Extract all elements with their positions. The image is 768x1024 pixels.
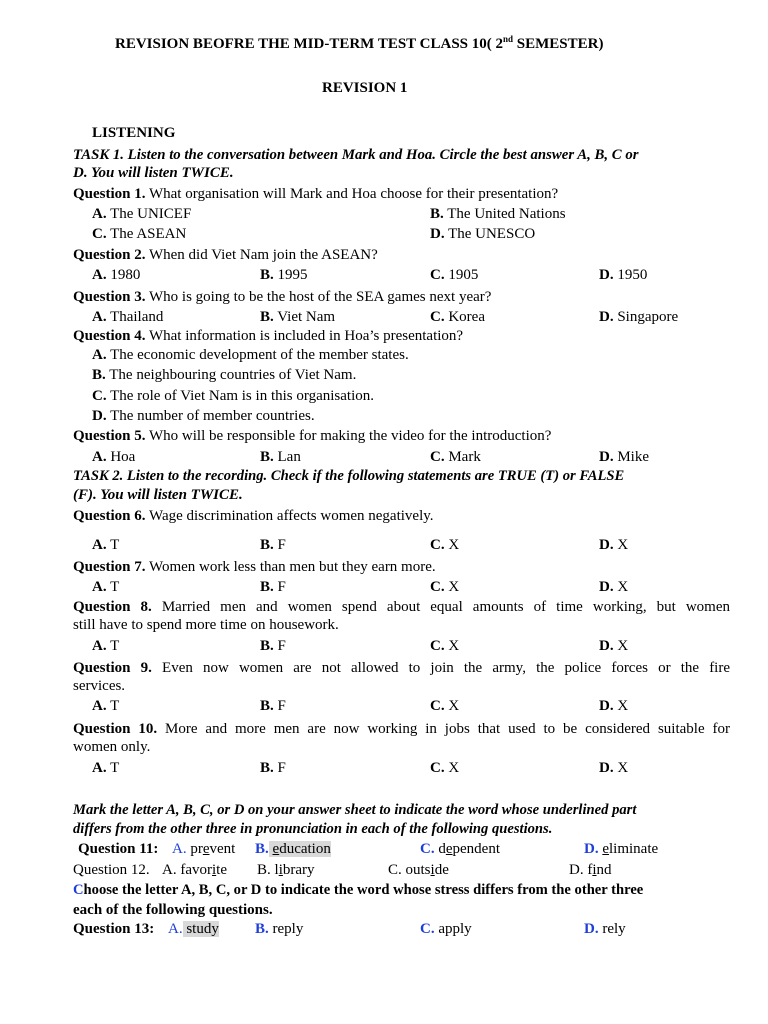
q1-option-a[interactable]: A. The UNICEF: [92, 206, 192, 222]
question-13-label: Question 13:: [73, 921, 155, 937]
q13-option-d[interactable]: D. rely: [584, 921, 626, 937]
q2-option-a[interactable]: A. 1980: [92, 267, 141, 283]
revision-heading: REVISION 1: [322, 80, 408, 96]
question-2: Question 2. When did Viet Nam join the ASEAN?: [73, 247, 378, 263]
question-9-cont: services.: [73, 678, 126, 694]
q6-option-a[interactable]: A. T: [92, 537, 120, 553]
question-1: Question 1. What organisation will Mark and Hoa choose for their presentation?: [73, 186, 559, 202]
q3-option-b[interactable]: B. Viet Nam: [260, 309, 336, 325]
q10-option-b[interactable]: B. F: [260, 760, 286, 776]
q1-option-c[interactable]: C. The ASEAN: [92, 226, 187, 242]
q4-option-c[interactable]: C. The role of Viet Nam is in this organisation.: [92, 388, 374, 404]
q5-option-b[interactable]: B. Lan: [260, 449, 301, 465]
q10-option-a[interactable]: A. T: [92, 760, 120, 776]
q6-option-c[interactable]: C. X: [430, 537, 460, 553]
task1-instruction: TASK 1. Listen to the conversation between Mark and Hoa. Circle the best answer A, B, C or: [73, 147, 639, 163]
stress-instruction-cont: each of the following questions.: [73, 902, 273, 918]
stress-instruction: Choose the letter A, B, C, or D to indicate the word whose stress differs from the other three: [73, 882, 644, 898]
q13-option-b[interactable]: B. reply: [255, 921, 304, 937]
question-8: Question 8. Married men and women spend about equal amounts of time working, but women: [73, 599, 730, 615]
q3-option-a[interactable]: A. Thailand: [92, 309, 164, 325]
q7-option-b[interactable]: B. F: [260, 579, 286, 595]
q10-option-d[interactable]: D. X: [599, 760, 629, 776]
q11-option-b[interactable]: B. education: [255, 841, 331, 857]
q5-option-a[interactable]: A. Hoa: [92, 449, 136, 465]
q12-option-b[interactable]: B. library: [257, 862, 315, 878]
task2-instruction-cont: (F). You will listen TWICE.: [73, 487, 243, 503]
q7-option-c[interactable]: C. X: [430, 579, 460, 595]
q11-option-a[interactable]: A. prevent: [172, 841, 236, 857]
q2-option-b[interactable]: B. 1995: [260, 267, 308, 283]
q2-option-c[interactable]: C. 1905: [430, 267, 479, 283]
q12-option-c[interactable]: C. outside: [388, 862, 449, 878]
question-5: Question 5. Who will be responsible for making the video for the introduction?: [73, 428, 552, 444]
q4-option-a[interactable]: A. The economic development of the member states.: [92, 347, 409, 363]
q10-option-c[interactable]: C. X: [430, 760, 460, 776]
q12-option-a[interactable]: A. favorite: [162, 862, 227, 878]
q8-option-a[interactable]: A. T: [92, 638, 120, 654]
q6-option-b[interactable]: B. F: [260, 537, 286, 553]
task2-instruction: TASK 2. Listen to the recording. Check if the following statements are TRUE (T) or FALSE: [73, 468, 625, 484]
pronunciation-instruction-cont: differs from the other three in pronunciation in each of the following questions.: [73, 821, 553, 837]
question-8-cont: still have to spend more time on housework.: [73, 617, 339, 633]
q1-option-b[interactable]: B. The United Nations: [430, 206, 566, 222]
q13-option-a[interactable]: A. study: [168, 921, 219, 937]
document-title: REVISION BEOFRE THE MID-TERM TEST CLASS 10( 2nd SEMESTER): [115, 34, 604, 52]
q7-option-d[interactable]: D. X: [599, 579, 629, 595]
q5-option-d[interactable]: D. Mike: [599, 449, 650, 465]
q12-option-d[interactable]: D. find: [569, 862, 612, 878]
q9-option-b[interactable]: B. F: [260, 698, 286, 714]
question-3: Question 3. Who is going to be the host of the SEA games next year?: [73, 289, 492, 305]
q1-option-d[interactable]: D. The UNESCO: [430, 226, 536, 242]
question-9: Question 9. Even now women are not allowed to join the army, the police forces or the fire: [73, 660, 731, 676]
listening-heading: LISTENING: [92, 125, 176, 141]
q8-option-c[interactable]: C. X: [430, 638, 460, 654]
q13-option-c[interactable]: C. apply: [420, 921, 472, 937]
q6-option-d[interactable]: D. X: [599, 537, 629, 553]
q4-option-d[interactable]: D. The number of member countries.: [92, 408, 315, 424]
question-10-cont: women only.: [73, 739, 151, 755]
question-10: Question 10. More and more men are now working in jobs that used to be considered suitable for: [73, 721, 730, 737]
q9-option-d[interactable]: D. X: [599, 698, 629, 714]
task1-instruction-cont: D. You will listen TWICE.: [73, 165, 234, 181]
question-11-label: Question 11:: [78, 841, 159, 857]
q2-option-d[interactable]: D. 1950: [599, 267, 648, 283]
q9-option-c[interactable]: C. X: [430, 698, 460, 714]
q5-option-c[interactable]: C. Mark: [430, 449, 481, 465]
question-4: Question 4. What information is included in Hoa’s presentation?: [73, 328, 464, 344]
q3-option-d[interactable]: D. Singapore: [599, 309, 679, 325]
question-12-label: Question 12.: [73, 862, 150, 878]
q9-option-a[interactable]: A. T: [92, 698, 120, 714]
q4-option-b[interactable]: B. The neighbouring countries of Viet Nam.: [92, 367, 357, 383]
q3-option-c[interactable]: C. Korea: [430, 309, 485, 325]
q8-option-d[interactable]: D. X: [599, 638, 629, 654]
question-7: Question 7. Women work less than men but they earn more.: [73, 559, 436, 575]
q7-option-a[interactable]: A. T: [92, 579, 120, 595]
question-6: Question 6. Wage discrimination affects women negatively.: [73, 508, 434, 524]
q11-option-c[interactable]: C. dependent: [420, 841, 500, 857]
q8-option-b[interactable]: B. F: [260, 638, 286, 654]
pronunciation-instruction: Mark the letter A, B, C, or D on your answer sheet to indicate the word whose underlined part: [73, 802, 637, 818]
q11-option-d[interactable]: D. eliminate: [584, 841, 659, 857]
